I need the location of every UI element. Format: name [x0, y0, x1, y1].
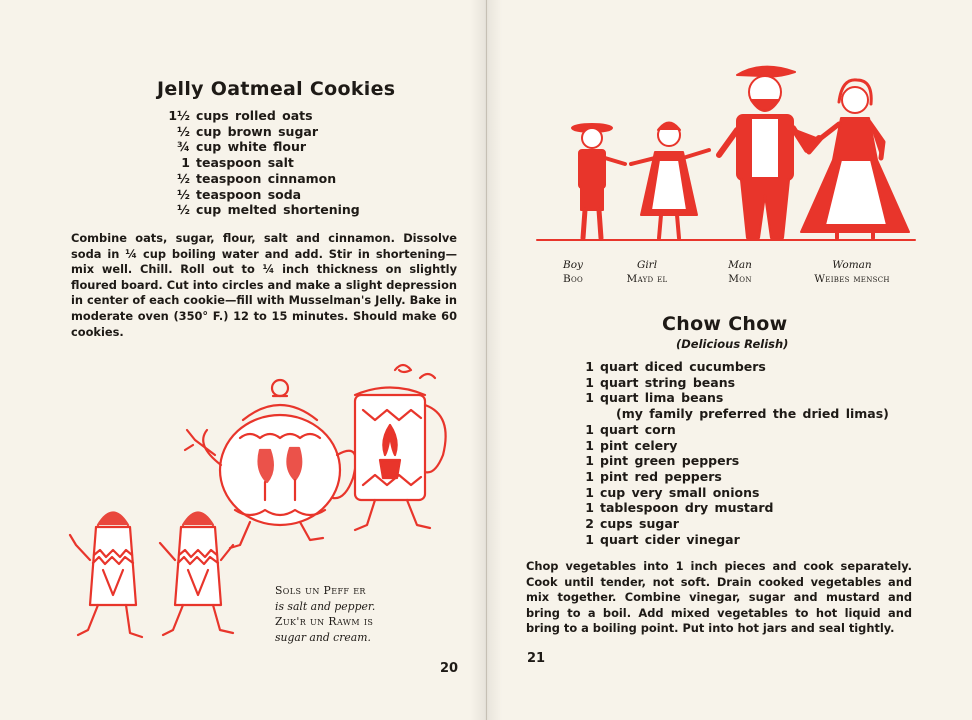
family-label-woman	[797, 258, 907, 286]
ingredient-text: cup very small onions	[600, 484, 760, 500]
instructions-chow-chow: Chop vegetables into 1 inch pieces and cook separately. Cook until tender, not soft. Drain cooked vegetables and mix together. Combine vinegar, sugar and mustard and bring to a boil. Add mixed vegetables to hot liquid and bring to a boiling point. Put into hot jars and seal tightly.	[526, 559, 912, 636]
salt-pepper-caption	[275, 583, 375, 645]
label-english: Man	[728, 259, 752, 271]
ingredient-quantity: 1	[585, 484, 594, 500]
recipe-subtitle-chow-chow: (Delicious Relish)	[676, 337, 789, 351]
ingredient-text: cups rolled oats	[196, 108, 313, 123]
family-label-girl	[612, 258, 682, 286]
ingredient-quantity: 1	[585, 437, 594, 453]
caption-line-2: is salt and pepper.	[275, 599, 376, 613]
ingredient-quantity: ½	[177, 202, 190, 218]
ingredient-row	[566, 359, 889, 375]
ingredient-text: quart string beans	[600, 374, 736, 390]
ingredient-text: cup white flour	[196, 139, 307, 155]
ingredient-quantity: 1	[585, 531, 594, 547]
ingredient-text: teaspoon soda	[196, 186, 302, 202]
page-number-left: 20	[440, 661, 459, 676]
ingredient-quantity: 1	[585, 390, 594, 406]
label-english: Boy	[563, 259, 583, 271]
book-gutter	[470, 0, 502, 720]
ingredient-text: quart diced cucumbers	[600, 359, 766, 374]
ingredient-row	[162, 202, 360, 218]
caption-line-4: sugar and cream.	[275, 630, 371, 644]
ingredient-text: pint green peppers	[600, 453, 740, 469]
ingredient-row	[162, 155, 360, 171]
ingredient-row	[566, 469, 889, 485]
ingredient-row	[162, 187, 360, 203]
ingredient-list-cookies	[162, 108, 360, 218]
ingredient-quantity: 1½	[168, 108, 190, 123]
ingredient-row	[566, 453, 889, 469]
recipe-title-jelly-oatmeal-cookies: Jelly Oatmeal Cookies	[157, 78, 396, 100]
ingredient-row	[566, 375, 889, 391]
label-english: Woman	[832, 259, 872, 271]
caption-line-3: Zuk'r un Rawm is	[275, 615, 374, 628]
family-illustration	[537, 60, 917, 245]
family-label-man	[710, 258, 770, 286]
ingredient-row	[566, 390, 889, 406]
ingredient-row	[566, 438, 889, 454]
label-dutch: Mayd el	[626, 273, 668, 285]
ingredient-text: cup brown sugar	[196, 123, 318, 139]
ingredient-row	[566, 485, 889, 501]
ingredient-quantity: 1	[585, 468, 594, 484]
ingredient-row	[566, 422, 889, 438]
recipe-title-chow-chow: Chow Chow	[662, 313, 788, 335]
ingredient-row	[566, 532, 889, 548]
ingredient-quantity: 1	[585, 500, 594, 516]
ingredient-text: cups sugar	[600, 516, 679, 532]
instructions-cookies: Combine oats, sugar, flour, salt and cinnamon. Dissolve soda in ¼ cup boiling water and add. Stir in shortening—mix well. Chill. Roll out to ¼ inch thickness on slightly floured board. Cut into circles and make a slight depression in center of each cookie—fill with Musselman's Jelly. Bake in moderate oven (350° F.) 12 to 15 minutes. Should make 60 cookies.	[71, 231, 457, 339]
ingredient-row	[566, 406, 889, 422]
ingredient-quantity: ¾	[177, 139, 190, 155]
ingredient-row	[162, 124, 360, 140]
ingredient-text: cup melted shortening	[196, 202, 360, 218]
ingredient-list-chow-chow	[566, 359, 889, 547]
ingredient-row	[162, 108, 360, 124]
ingredient-quantity: ½	[177, 170, 190, 186]
ingredient-text: pint red peppers	[600, 468, 722, 484]
label-dutch: Boo	[562, 273, 584, 285]
ingredient-text: quart corn	[600, 421, 676, 437]
ingredient-quantity: 1	[585, 374, 594, 390]
ingredient-text: quart lima beans	[600, 390, 724, 406]
ingredient-quantity: 2	[585, 516, 594, 532]
label-dutch: Mon	[728, 273, 752, 285]
salt-pepper-shakers-illustration	[68, 495, 243, 645]
ingredient-quantity: ½	[177, 123, 190, 139]
ingredient-quantity: 1	[585, 453, 594, 469]
ingredient-quantity: 1	[181, 155, 190, 171]
caption-line-1: Sols un Peff er	[275, 584, 366, 597]
ingredient-quantity: 1	[585, 421, 594, 437]
ingredient-row	[566, 500, 889, 516]
ingredient-row	[162, 171, 360, 187]
ingredient-text: pint celery	[600, 437, 678, 453]
ingredient-text: teaspoon salt	[196, 155, 294, 171]
label-english: Girl	[636, 259, 658, 271]
label-dutch: Weibes mensch	[814, 273, 890, 285]
page-number-right: 21	[527, 651, 546, 666]
ingredient-row	[162, 139, 360, 155]
ingredient-quantity	[566, 406, 594, 422]
ingredient-text: tablespoon dry mustard	[600, 500, 774, 516]
ingredient-text: teaspoon cinnamon	[196, 170, 337, 186]
ingredient-text: (my family preferred the dried limas)	[616, 406, 889, 422]
ingredient-row	[566, 516, 889, 532]
ingredient-text: quart cider vinegar	[600, 531, 740, 547]
ingredient-quantity: 1	[585, 359, 594, 374]
family-label-boy	[553, 258, 593, 286]
ingredient-quantity: ½	[177, 186, 190, 202]
